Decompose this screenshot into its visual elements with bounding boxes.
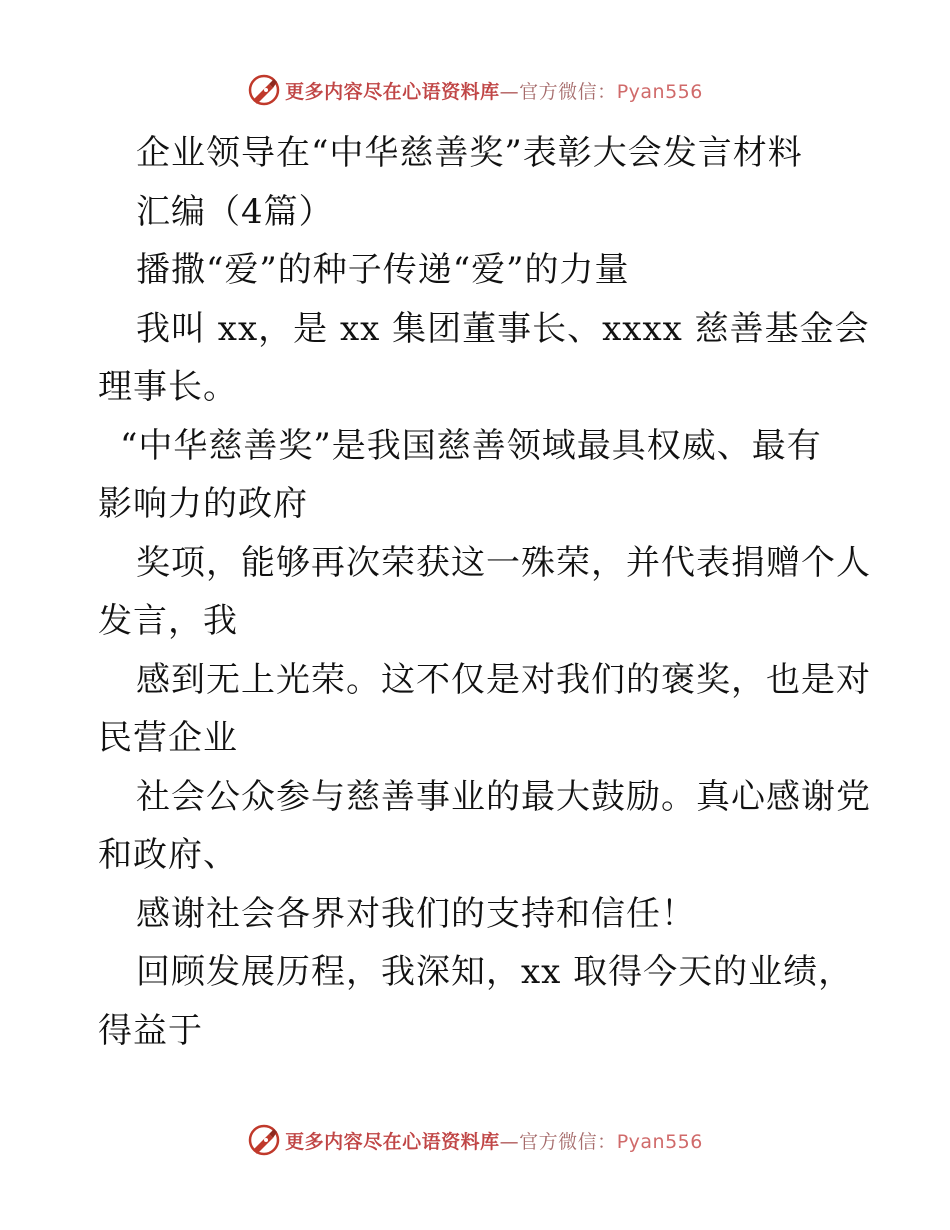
paragraph-line: 理事长。 bbox=[98, 367, 238, 407]
paragraph-line: 回顾发展历程，我深知，xx 取得今天的业绩， bbox=[136, 952, 854, 992]
footer-separator: — bbox=[499, 1130, 520, 1153]
footer-wechat-id: Pyan556 bbox=[616, 1130, 703, 1153]
paragraph-line: 发言，我 bbox=[98, 601, 238, 641]
doc-title-line-1: 企业领导在“中华慈善奖”表彰大会发言材料 bbox=[136, 133, 803, 173]
pen-nib-logo-icon bbox=[247, 73, 281, 107]
paragraph-line: 和政府、 bbox=[98, 835, 238, 875]
paragraph-line: 社会公众参与慈善事业的最大鼓励。真心感谢党 bbox=[136, 776, 871, 817]
header-wechat-label: 官方微信： bbox=[519, 80, 617, 103]
pen-nib-logo-icon bbox=[247, 1123, 281, 1157]
header-wechat-id: Pyan556 bbox=[616, 80, 703, 103]
paragraph-line: 奖项，能够再次荣获这一殊荣，并代表捐赠个人 bbox=[136, 542, 871, 583]
paragraph-line: 影响力的政府 bbox=[98, 484, 308, 524]
footer-banner bbox=[0, 1120, 950, 1160]
footer-library-text: 更多内容尽在心语资料库 bbox=[285, 1130, 500, 1153]
paragraph-line: 感到无上光荣。这不仅是对我们的褒奖，也是对 bbox=[136, 659, 871, 700]
header-library-text: 更多内容尽在心语资料库 bbox=[285, 80, 500, 103]
paragraph-line: 民营企业 bbox=[98, 718, 238, 758]
document-body bbox=[98, 124, 871, 1060]
paragraph-line: “中华慈善奖”是我国慈善领域最具权威、最有 bbox=[120, 425, 822, 466]
doc-title-line-2: 汇编（4篇） bbox=[136, 191, 334, 232]
header-text bbox=[285, 77, 703, 104]
paragraph-line: 我叫 xx，是 xx 集团董事长、xxxx 慈善基金会 bbox=[136, 308, 870, 349]
doc-subtitle: 播撒“爱”的种子传递“爱”的力量 bbox=[136, 250, 630, 290]
paragraph-line: 感谢社会各界对我们的支持和信任！ bbox=[136, 893, 696, 934]
paragraph-line: 得益于 bbox=[98, 1010, 203, 1051]
header-banner bbox=[0, 70, 950, 110]
header-separator: — bbox=[499, 80, 520, 103]
footer-wechat-label: 官方微信： bbox=[519, 1130, 617, 1153]
footer-text bbox=[285, 1127, 703, 1154]
